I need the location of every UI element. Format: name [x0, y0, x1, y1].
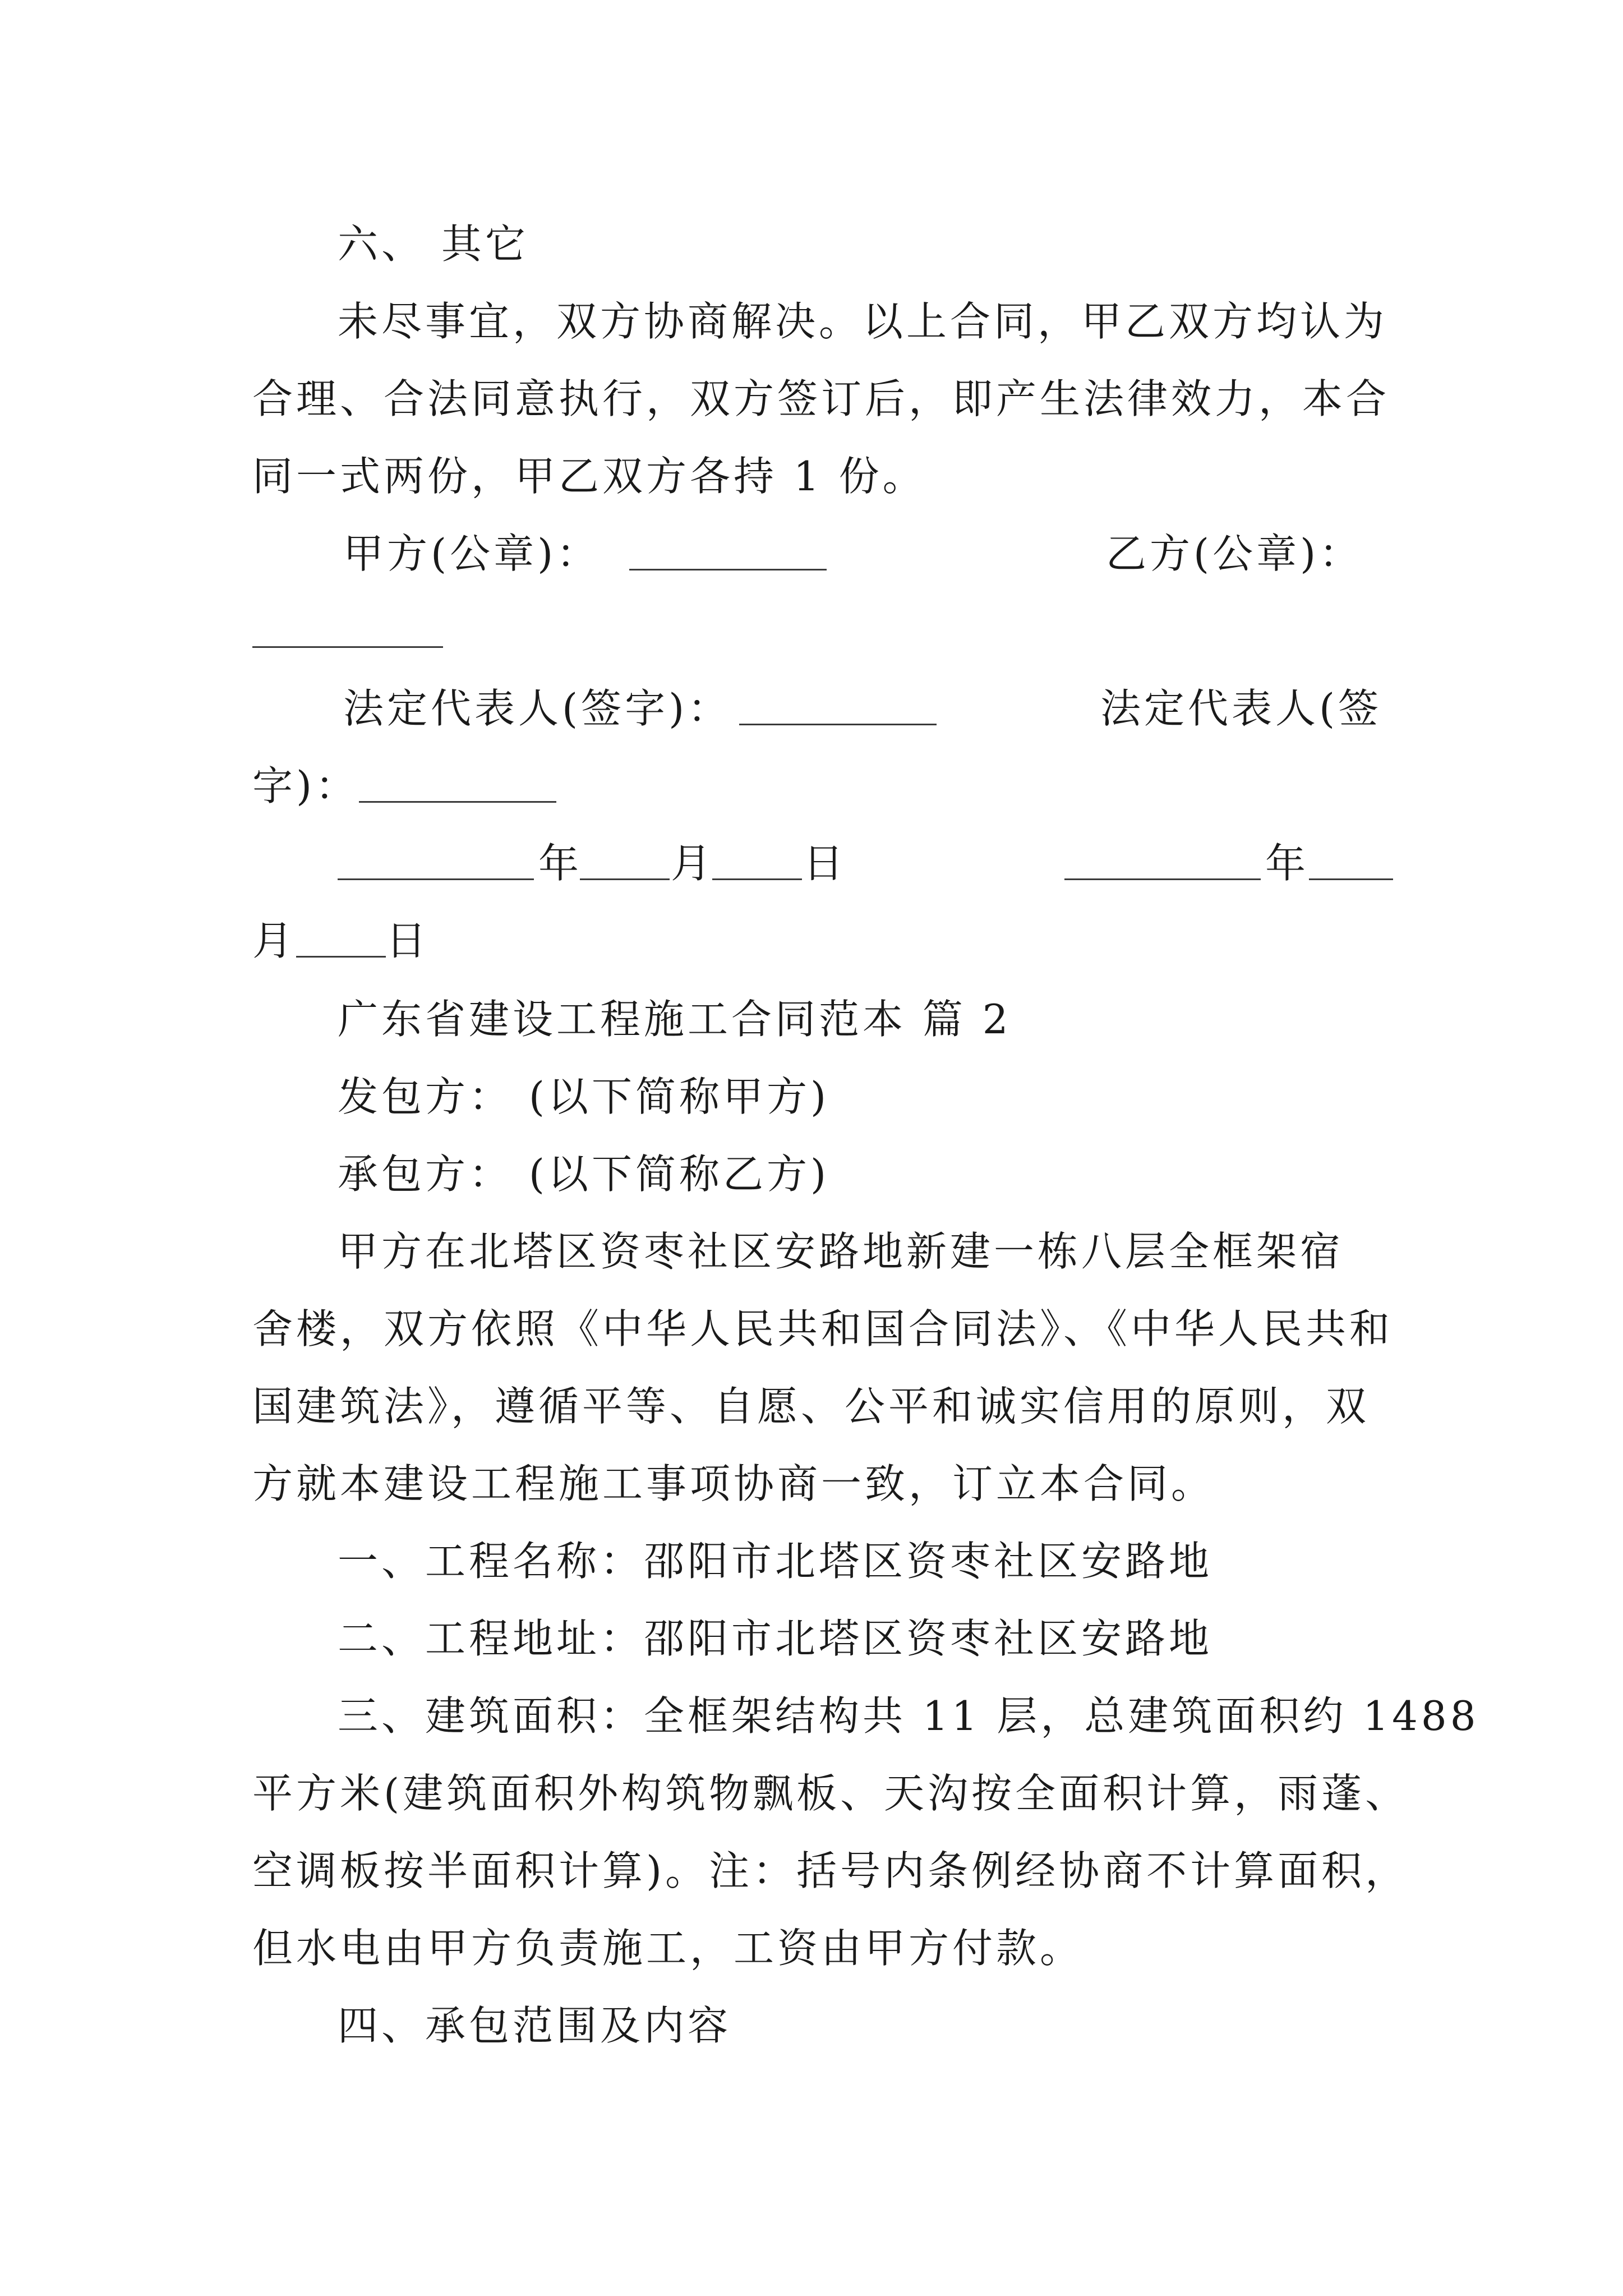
representative-line-cont	[0, 755, 1623, 817]
rep-a-label: 法定代表人(签字)：	[343, 685, 732, 732]
date-b-month: 月	[252, 917, 297, 964]
paragraph-line: 合理、合法同意执行，双方签订后，即产生法律效力，本合	[252, 375, 1390, 422]
date-line-cont	[0, 910, 1623, 972]
rep-b-label-end: 字)：	[252, 762, 359, 809]
date-b-year-blank[interactable]	[1064, 878, 1261, 880]
party-a-seal-blank[interactable]	[629, 569, 827, 570]
representative-line	[0, 678, 1623, 739]
intro-line: 方就本建设工程施工事项协商一致，订立本合同。	[252, 1460, 1215, 1507]
section-heading	[0, 213, 1623, 275]
paragraph-line: 同一式两份，甲乙双方各持 1 份。	[252, 453, 926, 500]
seal-line	[0, 523, 1623, 585]
party-b-seal-blank[interactable]	[252, 646, 443, 648]
intro-line: 国建筑法》，遵循平等、自愿、公平和诚实信用的原则，双	[252, 1383, 1370, 1430]
date-a-month: 月	[671, 840, 715, 887]
date-b-day: 日	[386, 917, 430, 964]
rep-a-signature-blank[interactable]	[739, 724, 937, 725]
party-a-seal-label: 甲方(公章)：	[343, 530, 601, 577]
item-building-area-cont: 空调板按半面积计算)。注：括号内条例经协商不计算面积，	[252, 1847, 1409, 1894]
article-title-text: 广东省建设工程施工合同范本 篇 2	[338, 996, 1012, 1043]
date-b-year: 年	[1265, 840, 1310, 887]
item-project-address: 二、工程地址：邵阳市北塔区资枣社区安路地	[338, 1615, 1213, 1662]
date-line	[0, 832, 1623, 894]
employer-line: 发包方： (以下简称甲方)	[338, 1073, 830, 1120]
article-title	[0, 988, 1623, 1050]
item-building-area-cont: 但水电由甲方负责施工，工资由甲方付款。	[252, 1925, 1084, 1972]
date-a-day-blank[interactable]	[712, 878, 802, 880]
intro-line: 舍楼，双方依照《中华人民共和国合同法》、《中华人民共和	[252, 1305, 1394, 1352]
item-building-area-cont: 平方米(建筑面积外构筑物飘板、天沟按全面积计算，雨蓬、	[252, 1770, 1409, 1817]
item-building-area: 三、建筑面积：全框架结构共 11 层，总建筑面积约 1488	[338, 1692, 1479, 1740]
section-heading-text: 六、 其它	[338, 220, 529, 268]
contractor-line: 承包方： (以下简称乙方)	[338, 1151, 830, 1198]
date-a-year-blank[interactable]	[338, 878, 534, 880]
seal-blank-line	[0, 600, 1623, 662]
rep-b-signature-blank[interactable]	[359, 801, 556, 803]
intro-line: 甲方在北塔区资枣社区安路地新建一栋八层全框架宿	[338, 1228, 1344, 1275]
paragraph-line: 未尽事宜，双方协商解决。以上合同，甲乙双方均认为	[338, 298, 1388, 345]
rep-b-label-start: 法定代表人(签	[1100, 685, 1382, 732]
date-a-month-blank[interactable]	[580, 878, 670, 880]
date-a-year: 年	[538, 840, 583, 887]
item-scope: 四、承包范围及内容	[338, 2002, 732, 2049]
date-a-day: 日	[803, 840, 847, 887]
date-b-month-blank[interactable]	[1309, 878, 1393, 880]
party-b-seal-label: 乙方(公章)：	[1106, 530, 1363, 577]
item-project-name: 一、工程名称：邵阳市北塔区资枣社区安路地	[338, 1538, 1213, 1585]
date-b-day-blank[interactable]	[296, 956, 386, 958]
